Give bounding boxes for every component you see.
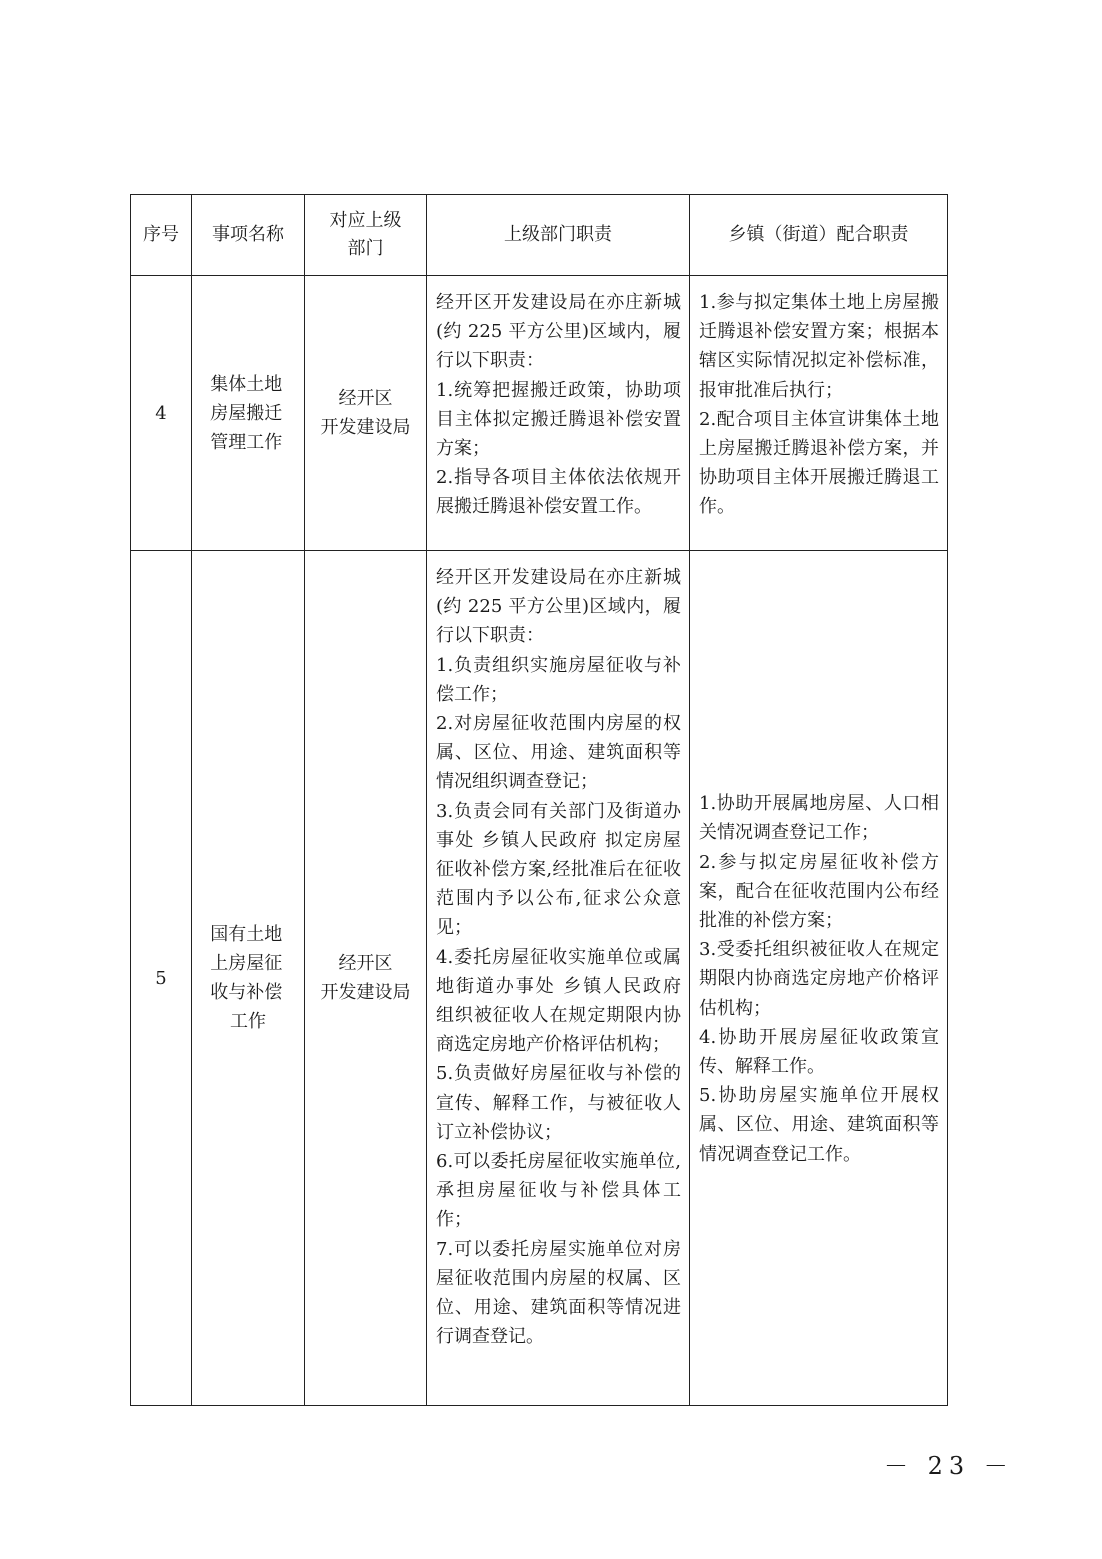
department-line: 开发建设局 bbox=[320, 982, 411, 1003]
header-item-name: 事项名称 bbox=[192, 195, 305, 276]
row-item-name bbox=[192, 551, 305, 1406]
duty-paragraph: 1.协助开展属地房屋、人口相关情况调查登记工作； bbox=[699, 793, 939, 844]
department-line: 经开区 bbox=[338, 953, 393, 974]
item-name-line: 管理工作 bbox=[210, 431, 283, 453]
duty-paragraph: 1.统筹把握搬迁政策，协助项目主体拟定搬迁腾退补偿安置方案； bbox=[436, 379, 681, 460]
duty-table bbox=[130, 194, 948, 1406]
duty-paragraph: 经开区开发建设局在亦庄新城(约 225 平方公里)区域内，履行以下职责： bbox=[436, 567, 681, 647]
header-upper-duties: 上级部门职责 bbox=[427, 195, 690, 276]
item-name-line: 国有土地 bbox=[210, 924, 283, 945]
duty-paragraph: 7.可以委托房屋实施单位对房屋征收范围内房屋的权属、区位、用途、建筑面积等情况进行调查登记。 bbox=[436, 1238, 681, 1348]
duty-paragraph: 3.受委托组织被征收人在规定期限内协商选定房地产价格评估机构； bbox=[699, 939, 939, 1019]
row-upper-duties bbox=[427, 276, 690, 551]
header-seq: 序号 bbox=[131, 195, 192, 276]
table-row bbox=[131, 276, 948, 551]
item-name-line: 收与补偿 bbox=[210, 982, 283, 1003]
header-town-duties: 乡镇（街道）配合职责 bbox=[690, 195, 948, 276]
duty-paragraph: 3.负责会同有关部门及街道办事处 乡镇人民政府 拟定房屋征收补偿方案,经批准后在征收范围内予以公布,征求公众意见； bbox=[436, 800, 681, 939]
row-town-duties bbox=[690, 551, 948, 1406]
duty-paragraph: 4.协助开展房屋征收政策宣传、解释工作。 bbox=[699, 1026, 939, 1077]
duty-paragraph: 1.负责组织实施房屋征收与补偿工作； bbox=[436, 654, 681, 705]
row-item-name bbox=[192, 276, 305, 551]
duty-paragraph: 2.参与拟定房屋征收补偿方案，配合在征收范围内公布经批准的补偿方案； bbox=[699, 851, 939, 931]
duty-paragraph: 2.对房屋征收范围内房屋的权属、区位、用途、建筑面积等情况组织调查登记； bbox=[436, 713, 681, 793]
row-department bbox=[305, 551, 427, 1406]
duty-paragraph: 5.协助房屋实施单位开展权属、区位、用途、建筑面积等情况调查登记工作。 bbox=[699, 1085, 939, 1165]
item-name-line: 上房屋征 bbox=[210, 953, 283, 974]
table-header-row bbox=[131, 195, 948, 276]
row-seq: 5 bbox=[131, 551, 192, 1406]
duty-paragraph: 6.可以委托房屋征收实施单位,承担房屋征收与补偿具体工作； bbox=[436, 1151, 681, 1231]
row-upper-duties bbox=[427, 551, 690, 1406]
duty-paragraph: 5.负责做好房屋征收与补偿的宣传、解释工作，与被征收人订立补偿协议； bbox=[436, 1063, 681, 1143]
duty-paragraph: 1.参与拟定集体土地上房屋搬迁腾退补偿安置方案；根据本辖区实际情况拟定补偿标准，报审批准后执行； bbox=[699, 292, 939, 401]
department-line: 经开区 bbox=[338, 388, 393, 409]
row-seq: 4 bbox=[131, 276, 192, 551]
duty-paragraph: 4.委托房屋征收实施单位或属地街道办事处 乡镇人民政府 组织被征收人在规定期限内协商选定房地产价格评估机构； bbox=[436, 946, 681, 1056]
page-number: － 23 － bbox=[884, 1452, 1014, 1480]
row-department bbox=[305, 276, 427, 551]
department-line: 开发建设局 bbox=[320, 417, 411, 438]
duty-paragraph: 2.指导各项目主体依法依规开展搬迁腾退补偿安置工作。 bbox=[436, 467, 681, 518]
header-dept-line1: 对应上级 bbox=[329, 210, 402, 231]
item-name-line: 工作 bbox=[230, 1011, 266, 1032]
item-name-line: 房屋搬迁 bbox=[210, 402, 283, 424]
table-row bbox=[131, 551, 948, 1406]
row-town-duties bbox=[690, 276, 948, 551]
header-upper-department bbox=[305, 195, 427, 276]
header-dept-line2: 部门 bbox=[347, 238, 384, 259]
duty-paragraph: 2.配合项目主体宣讲集体土地上房屋搬迁腾退补偿方案，并协助项目主体开展搬迁腾退工作。 bbox=[699, 408, 939, 518]
duty-paragraph: 经开区开发建设局在亦庄新城(约 225 平方公里)区域内，履行以下职责： bbox=[436, 292, 681, 372]
item-name-line: 集体土地 bbox=[210, 373, 283, 395]
